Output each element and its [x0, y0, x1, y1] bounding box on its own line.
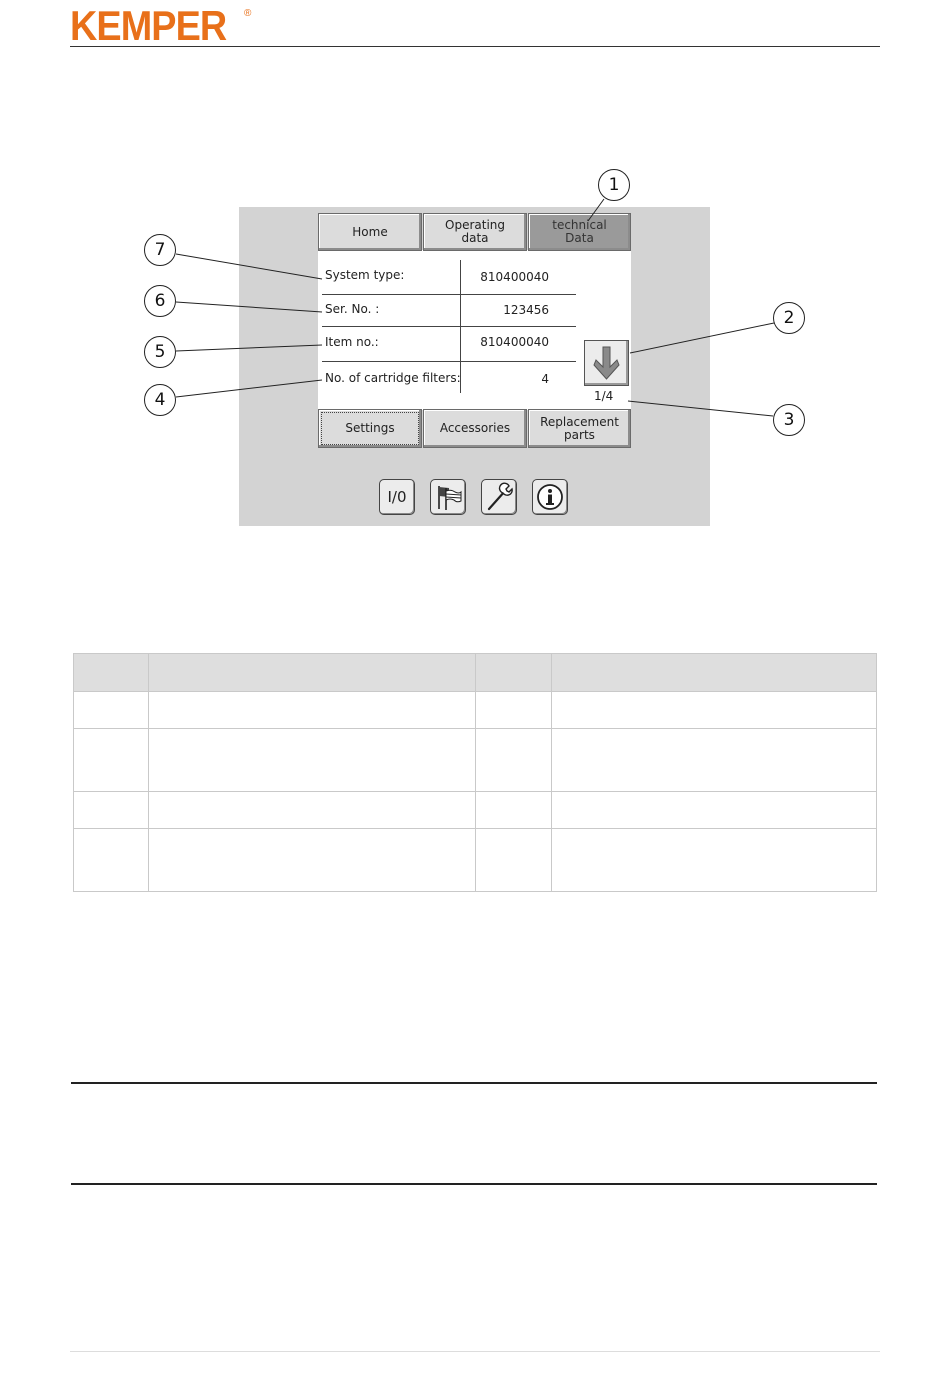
table-cell — [149, 729, 476, 792]
legend-table — [73, 653, 877, 892]
tab-operating-data-label-2: data — [461, 231, 489, 245]
tab-home-label: Home — [352, 224, 388, 239]
table-cell — [476, 729, 552, 792]
table-cell — [476, 692, 552, 729]
serial-number-label: Ser. No. : — [325, 302, 380, 316]
accessories-button-label: Accessories — [439, 421, 511, 435]
note-top-rule — [71, 1082, 877, 1084]
cartridge-filters-label: No. of cartridge filters: — [325, 371, 461, 385]
registered-mark: ® — [244, 8, 252, 19]
tab-technical-data-label-1: technical — [552, 218, 607, 232]
footer-rule — [70, 1351, 880, 1352]
item-number-label: Item no.: — [325, 335, 379, 349]
table-header-row — [74, 654, 877, 692]
table-cell — [552, 792, 877, 829]
replacement-parts-label-2: parts — [564, 427, 595, 442]
settings-button-label: Settings — [345, 421, 395, 435]
table-cell — [74, 829, 149, 892]
table-header-cell — [552, 654, 877, 692]
callout-7: 7 — [144, 234, 176, 266]
callout-leader-lines — [0, 0, 950, 560]
system-type-label: System type: — [325, 268, 405, 282]
callout-1: 1 — [598, 169, 630, 201]
table-cell — [74, 692, 149, 729]
replacement-parts-label-1: Replacement — [540, 414, 619, 429]
page-indicator: 1/4 — [594, 389, 614, 403]
serial-number-value: 123456 — [503, 303, 549, 317]
power-icon: I/0 — [387, 488, 407, 506]
kemper-logo: KEMPER — [70, 2, 227, 49]
tab-operating-data-label-1: Operating — [445, 218, 505, 232]
table-row — [74, 792, 877, 829]
table-row — [74, 729, 877, 792]
table-header-cell — [149, 654, 476, 692]
table-cell — [74, 729, 149, 792]
tab-technical-data-label-2: Data — [565, 231, 594, 245]
table-row — [74, 829, 877, 892]
cartridge-filters-value: 4 — [541, 372, 549, 386]
table-cell — [149, 692, 476, 729]
table-row — [74, 692, 877, 729]
callout-2: 2 — [773, 302, 805, 334]
table-cell — [476, 829, 552, 892]
table-cell — [149, 792, 476, 829]
note-bottom-rule — [71, 1183, 877, 1185]
table-cell — [552, 692, 877, 729]
item-number-value: 810400040 — [480, 335, 549, 349]
table-cell — [552, 829, 877, 892]
table-header-cell — [74, 654, 149, 692]
callout-6: 6 — [144, 285, 176, 317]
table-header-cell — [476, 654, 552, 692]
callout-5: 5 — [144, 336, 176, 368]
table-cell — [74, 792, 149, 829]
table-cell — [552, 729, 877, 792]
callout-4: 4 — [144, 384, 176, 416]
table-cell — [149, 829, 476, 892]
system-type-value: 810400040 — [480, 270, 549, 284]
table-cell — [476, 792, 552, 829]
callout-3: 3 — [773, 404, 805, 436]
